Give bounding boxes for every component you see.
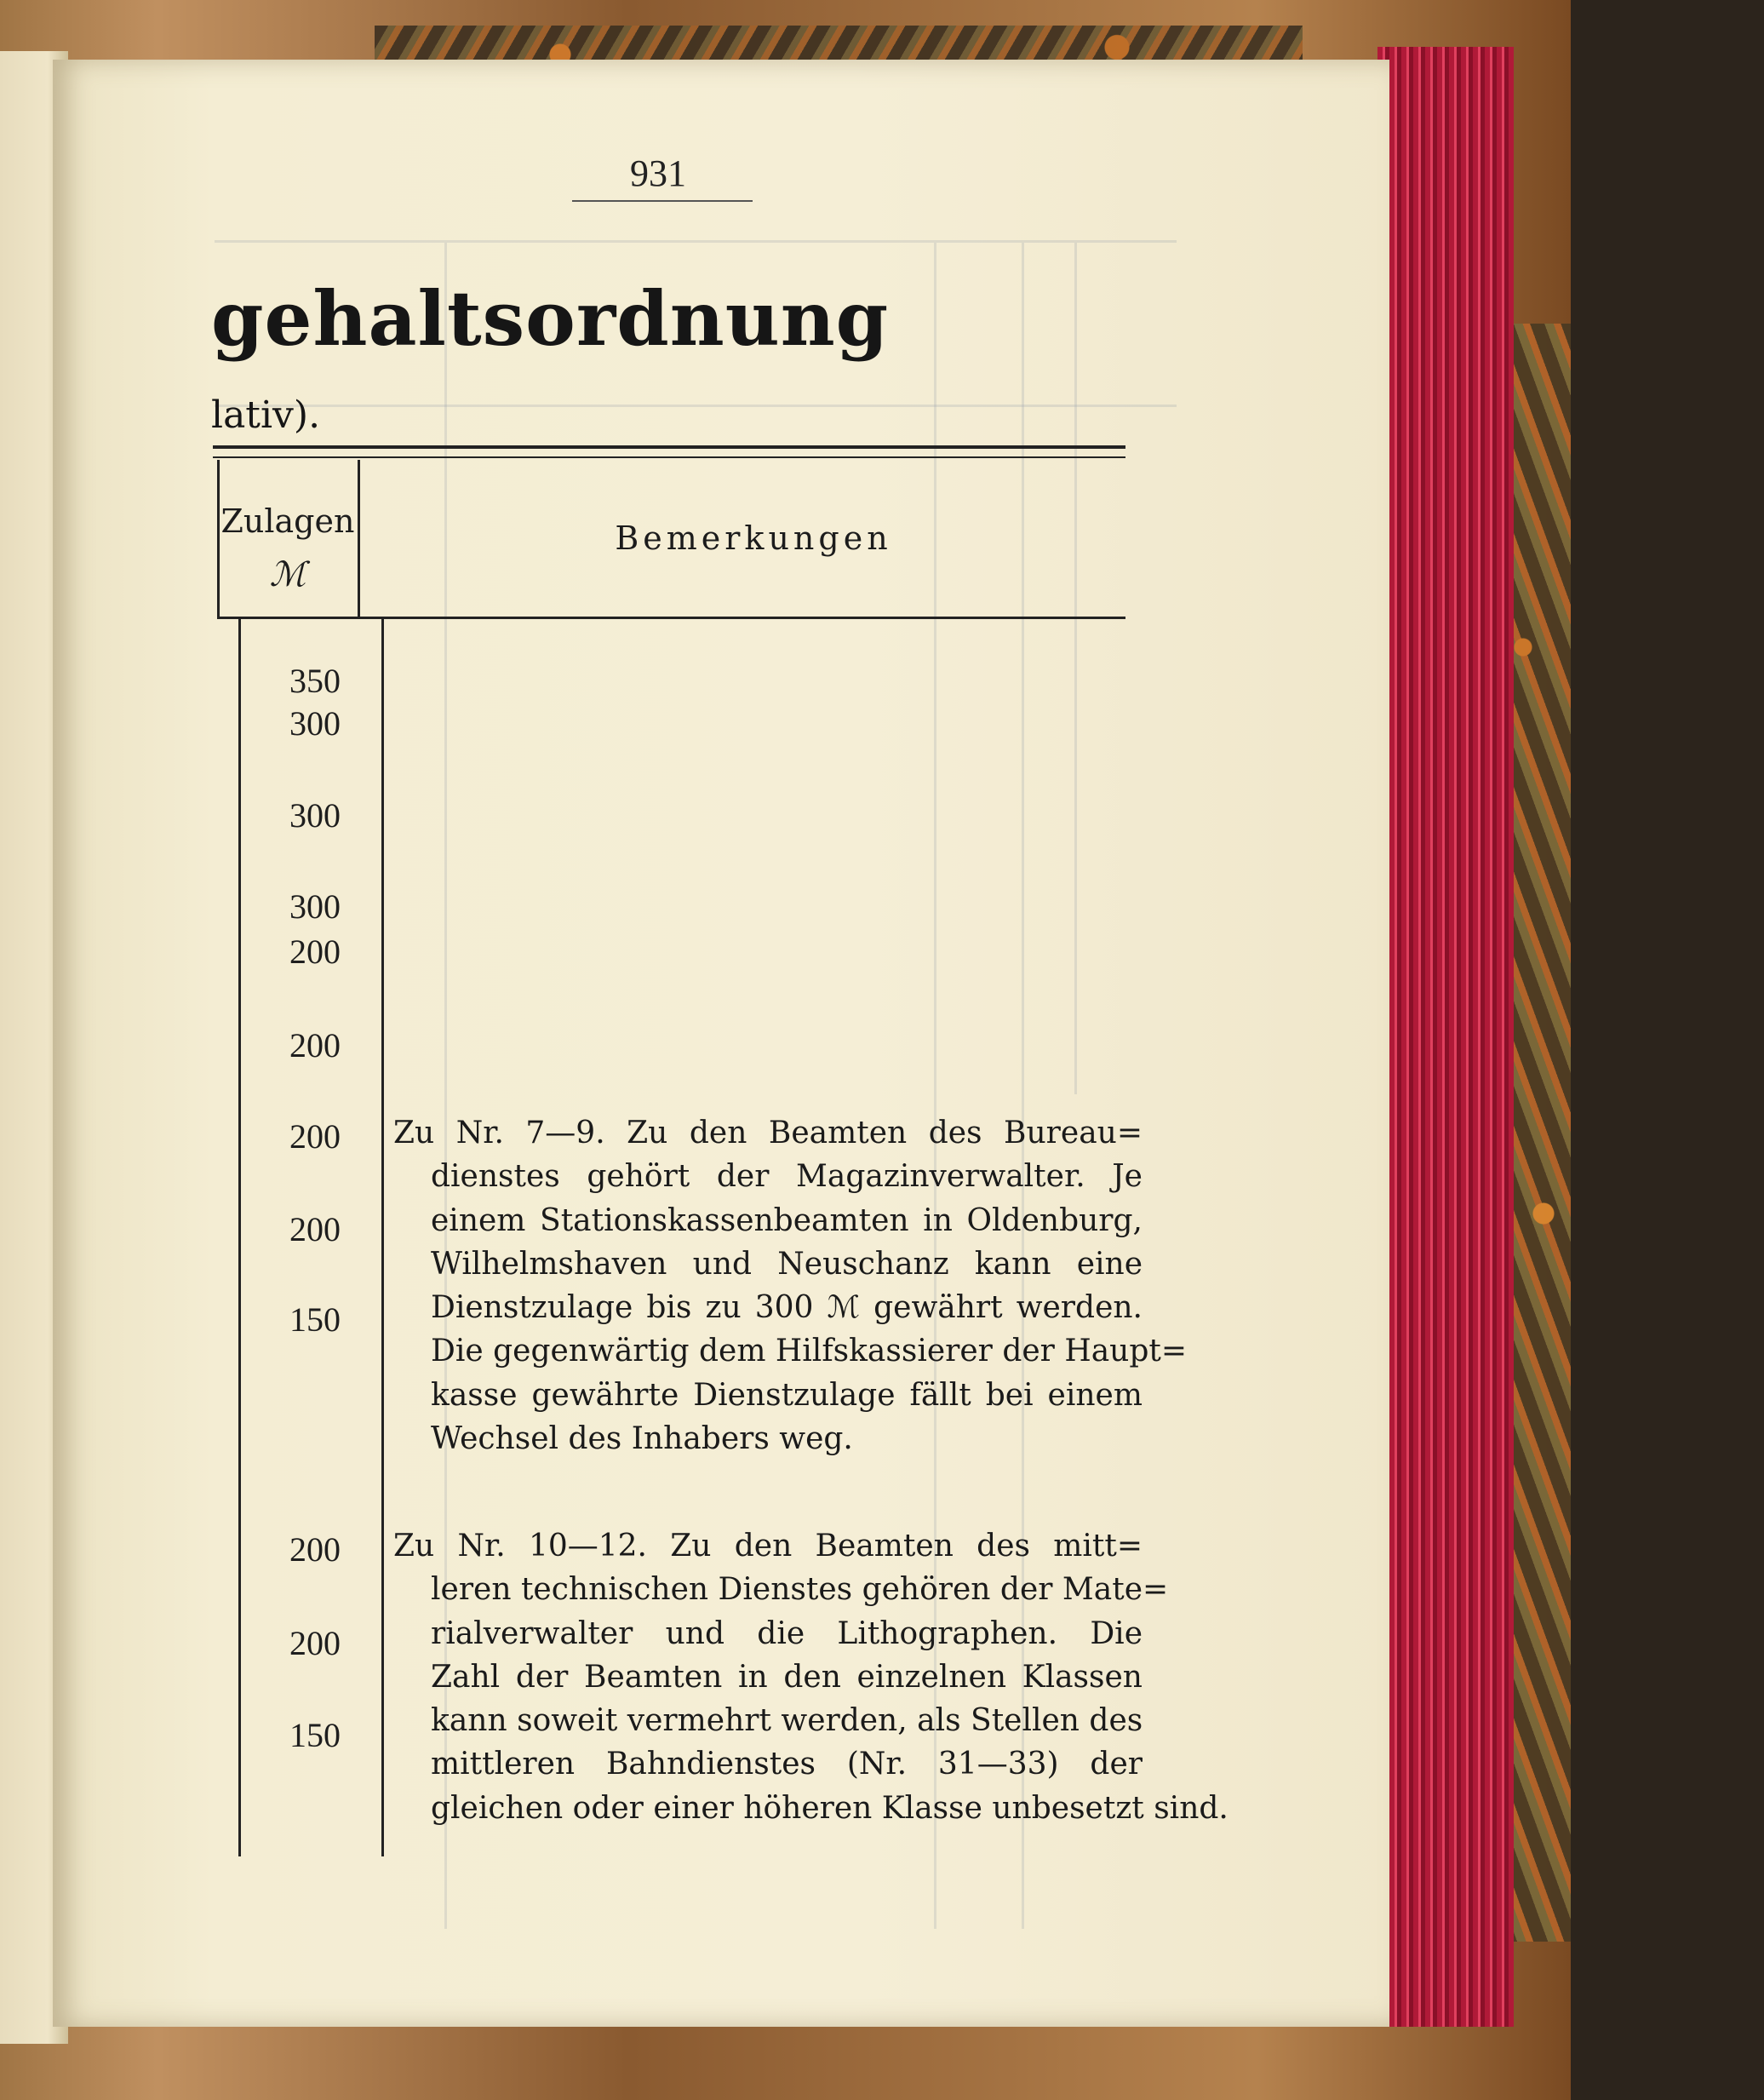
table-header-rule [217, 617, 1125, 619]
amount-cell: 200 [289, 1117, 341, 1156]
remark-line: leren technischen Dienstes gehören der Mate= [431, 1572, 1169, 1608]
amount-cell: 200 [289, 1026, 341, 1064]
remark-line: kasse gewährte Dienstzulage fällt bei einem [431, 1377, 1143, 1413]
remark-line: Dienstzulage bis zu 300 ℳ gewährt werden. [431, 1290, 1143, 1326]
page-number-rule [572, 200, 753, 202]
show-through-rule [215, 405, 1177, 407]
amount-cell: 350 [289, 662, 341, 700]
remark-line: rialverwalter und die Lithographen. Die [431, 1615, 1143, 1651]
page-subtitle: lativ). [211, 393, 321, 437]
amount-cell: 200 [289, 1210, 341, 1248]
remark-line: Die gegenwärtig dem Hilfskassierer der Haupt= [431, 1334, 1188, 1369]
red-page-edges [1377, 47, 1514, 2027]
amount-cell: 200 [289, 1624, 341, 1662]
column-divider [358, 460, 360, 618]
remark-line: kann soweit vermehrt werden, als Stellen des [431, 1703, 1143, 1739]
table-left-border [238, 618, 241, 1856]
amount-cell: 150 [289, 1300, 341, 1339]
amount-cell: 200 [289, 1530, 341, 1569]
amount-cell: 300 [289, 796, 341, 835]
column-header-bemerkungen: Bemerkungen [615, 519, 892, 557]
remark-line: dienstes gehört der Magazinverwalter. Je [431, 1159, 1143, 1195]
page-number: 931 [630, 152, 686, 194]
amount-cell: 150 [289, 1716, 341, 1754]
remark-paragraph [393, 1111, 1188, 1460]
amount-cell: 200 [289, 932, 341, 971]
show-through-rule [1074, 243, 1077, 1094]
show-through-rule [215, 240, 1177, 243]
remark-line: mittleren Bahndienstes (Nr. 31—33) der [431, 1747, 1143, 1782]
column-header-unit: ℳ [269, 555, 306, 594]
remark-line: Zu Nr. 10—12. Zu den Beamten des mitt= [393, 1529, 1143, 1564]
remark-line: Wilhelmshaven und Neuschanz kann eine [431, 1246, 1143, 1282]
amount-cell: 300 [289, 887, 341, 926]
remark-line: Wechsel des Inhabers weg. [431, 1421, 853, 1457]
remark-line: gleichen oder einer höheren Klasse unbesetzt sind. [431, 1790, 1228, 1826]
remark-line: Zahl der Beamten in den einzelnen Klassen [431, 1659, 1143, 1695]
table-top-rule [213, 445, 1125, 449]
column-divider [381, 618, 384, 1856]
page-title: gehaltsordnung [211, 274, 890, 363]
column-header-zulagen: Zulagen [220, 502, 355, 540]
table-top-rule-thin [213, 456, 1125, 458]
remark-line: einem Stationskassenbeamten in Oldenburg, [431, 1202, 1143, 1238]
remark-paragraph [393, 1524, 1228, 1830]
amount-cell: 300 [289, 704, 341, 743]
remark-line: Zu Nr. 7—9. Zu den Beamten des Bureau= [393, 1116, 1143, 1150]
